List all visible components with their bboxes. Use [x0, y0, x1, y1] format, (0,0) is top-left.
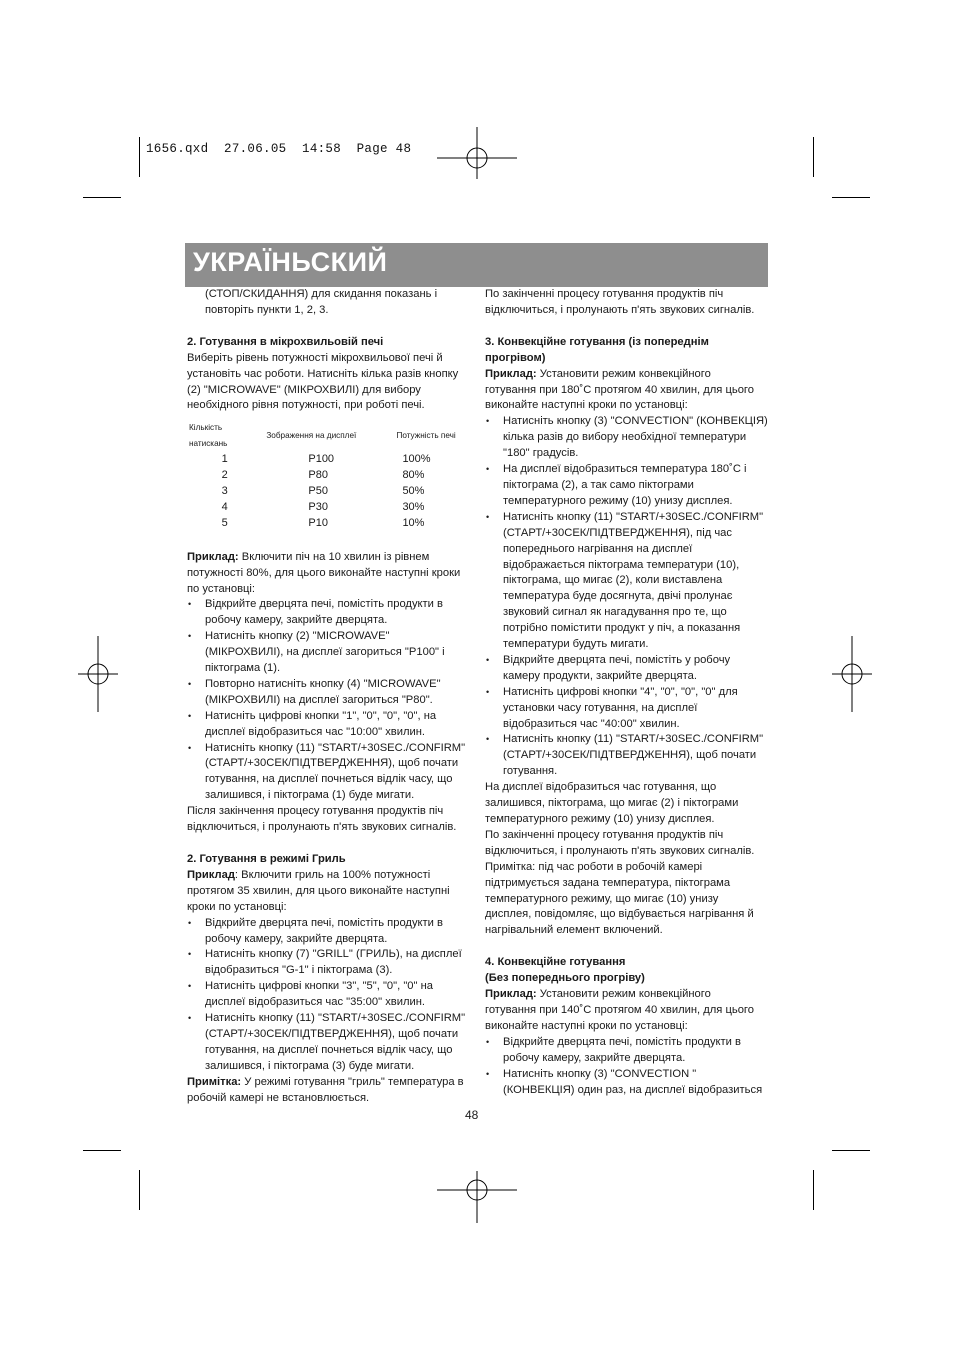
text-line: залишився, піктограма, що мигає (2) і піктограми [485, 797, 739, 810]
table-header-row [189, 420, 469, 452]
power-level-table [189, 420, 469, 531]
text-line [187, 1075, 469, 1091]
text-line: Примітка: під час роботи в робочій камері [485, 860, 703, 873]
text-line [187, 868, 469, 884]
example-label: Приклад: [485, 367, 537, 380]
banner-title: УКРАЇНЬСКИЙ [193, 247, 388, 277]
example-convection-no-preheat [485, 987, 769, 1098]
text-line [187, 550, 469, 566]
list-item: • Натисніть цифрові кнопки "4", "0", "0", "0" для установки часу готування, на дисплеї відобразиться час "40:00" хвилин. [485, 685, 769, 733]
example-label: Приклад: [485, 988, 537, 1001]
list-item: • Відкрийте дверцята печі, помістіть продукти в робочу камеру, закрийте дверцята. [187, 916, 469, 948]
crop-mark-bottom-right-h [832, 1150, 870, 1151]
text-line: температурного режиму (10) унизу дисплея. [485, 813, 715, 825]
steps-list [485, 1035, 769, 1099]
text-line: кроки по установці: [187, 900, 287, 913]
steps-list [485, 414, 769, 780]
text-line: (2) "MICROWAVE" (МІКРОХВИЛІ) для вибору [187, 383, 421, 396]
text-line: готування при 140˚С протягом 40 хвилин, для цього [485, 1003, 754, 1016]
steps-list [187, 916, 469, 1075]
table-row [189, 500, 469, 516]
table-row [189, 516, 469, 532]
note-label: Примітка: [187, 1075, 242, 1088]
text-line: нагрівальний елемент включений. [485, 924, 663, 937]
text-line: Виберіть рівень потужності мікрохвильової печі й [187, 351, 443, 364]
table-cell: 4 [221, 500, 228, 513]
table-cell: 2 [221, 469, 228, 482]
text-line: На дисплеї відобразиться час готування, що [485, 781, 717, 794]
text-line: дисплея, повідомляє, що відбувається нагрівання й [485, 908, 754, 921]
text-line: виконайте наступні кроки по установці: [485, 1019, 688, 1032]
table-cell: 3 [221, 484, 228, 497]
text-line: протягом 35 хвилин, для цього виконайте наступні [187, 884, 450, 897]
text-line [485, 367, 769, 383]
list-item: • Натисніть цифрові кнопки "3", "5", "0", "0" на дисплеї відобразиться час "35:00" хвилин. [187, 979, 469, 1011]
page-number: 48 [465, 1108, 479, 1122]
list-item: • Натисніть цифрові кнопки "1", "0", "0", "0", на дисплеї відобразиться час "10:00" хвилин. [187, 709, 469, 741]
example-label: Приклад: [187, 550, 239, 563]
section-heading-convection-preheat: 3. Конвекційне готування (із попереднім прогрівом) [485, 335, 709, 364]
list-item: • Натисніть кнопку (3) "CONVECTION " (КОНВЕКЦІЯ) один раз, на дисплеї відобразиться [485, 1067, 769, 1099]
list-item: • Натисніть кнопку (11) "START/+30SEC./CONFIRM" (СТАРТ/+30СЕК/ПІДТВЕРДЖЕННЯ), щоб почати готування, на дисплеї почнеться відлік часу, що залишився, і піктограма (3) буде мигати. [187, 1011, 469, 1075]
text-line: Після закінчення процесу готування продуктів піч [187, 805, 444, 818]
text-line: робочій камері не встановлюється. [187, 1091, 370, 1104]
registration-mark-top-icon [437, 127, 517, 179]
file-slug: 1656.qxd 27.06.05 14:58 Page 48 [146, 142, 412, 156]
text-line: По закінченні процесу готування продуктів піч [485, 828, 724, 841]
text-line: відключиться, і пролунають п'ять звукових сигналів. [485, 844, 755, 857]
crop-mark-bottom-right-v [813, 1170, 814, 1210]
registration-mark-right-icon [832, 636, 872, 712]
table-cell: 5 [221, 516, 228, 529]
microwave-description [187, 351, 469, 415]
text-line: по установці: [187, 582, 256, 595]
table-row [189, 452, 469, 468]
language-banner [185, 243, 768, 287]
table-row [189, 468, 469, 484]
list-item: • Натисніть кнопку (7) "GRILL" (ГРИЛЬ), на дисплеї відобразиться "G-1" і піктограма (3). [187, 947, 469, 979]
column-header-power: Потужність печі [396, 431, 456, 441]
table-cell: P50 [308, 484, 328, 497]
text-span: Включити піч на 10 хвилин із рівнем [238, 550, 430, 563]
text-span: : Включити гриль на 100% потужності [234, 868, 431, 881]
right-column [485, 287, 769, 1098]
text-line: потужності 80%, для цього виконайте наступні кроки [187, 566, 461, 579]
registration-mark-left-icon [78, 636, 118, 712]
left-column [187, 287, 469, 1107]
list-item: • Повторно натисніть кнопку (4) "MICROWAVE" (МІКРОХВИЛІ) на дисплеї загориться "P80". [187, 677, 469, 709]
table-cell: 10% [402, 516, 425, 529]
registration-mark-bottom-icon [437, 1171, 517, 1223]
text-span: Установити режим конвекційного [536, 367, 711, 380]
text-line: підтримується задана температура, піктограма [485, 876, 731, 889]
text-line: По закінченні процесу готування продуктів піч [485, 288, 724, 300]
text-span: У режимі готування "гриль" температура в [241, 1075, 464, 1088]
example-label: Приклад [187, 868, 235, 881]
intro-paragraph [187, 287, 469, 319]
crop-mark-bottom-left-v [139, 1170, 140, 1210]
text-line: виконайте наступні кроки по установці: [485, 399, 688, 412]
text-span: Установити режим конвекційного [536, 988, 711, 1001]
column-header-presses: Кількість натискань [189, 423, 228, 449]
list-item: • Натисніть кнопку (3) "CONVECTION" (КОНВЕКЦІЯ) кілька разів до вибору необхідної температури "180" градусів. [485, 414, 769, 462]
list-item: • Відкрийте дверцята печі, помістіть продукти в робочу камеру, закрийте дверцята. [187, 597, 469, 629]
example-microwave [187, 550, 469, 836]
text-line: відключиться, і пролунають п'ять звукових сигналів. [187, 821, 457, 834]
text-line: (СТОП/СКИДАННЯ) для скидання показань і [205, 288, 438, 300]
crop-mark-top-left-h [83, 197, 121, 198]
list-item: • На дисплеї відобразиться температура 180˚С і піктограма (2), а так само піктограми температурного режиму (10) унизу дисплея. [485, 462, 769, 510]
table-cell: 1 [221, 453, 228, 466]
table-cell: 80% [402, 469, 425, 482]
table-cell: 100% [402, 453, 431, 466]
example-grill [187, 868, 469, 1107]
list-item: • Натисніть кнопку (2) "MICROWAVE" (МІКРОХВИЛІ), на дисплеї загориться "P100" і піктограма (1). [187, 629, 469, 677]
text-line: необхідного рівня потужності, при роботі печі. [187, 399, 425, 412]
list-item: • Натисніть кнопку (11) "START/+30SEC./CONFIRM" (СТАРТ/+30СЕК/ПІДТВЕРДЖЕННЯ), щоб почати готування. [485, 732, 769, 780]
list-item: • Відкрийте дверцята печі, помістіть у робочу камеру продукти, закрийте дверцята. [485, 653, 769, 685]
text-line: повторіть пункти 1, 2, 3. [205, 303, 329, 316]
section-heading-convection-no-preheat: 4. Конвекційне готування (Без попереднього прогріву) [485, 956, 645, 985]
text-line: температурного режиму, що мигає (10) унизу [485, 892, 719, 905]
section-heading-microwave: 2. Готування в мікрохвильовій печі [187, 335, 384, 348]
section-heading-grill: 2. Готування в режимі Гриль [187, 853, 346, 865]
table-cell: P100 [308, 453, 335, 466]
crop-mark-top-right-h [832, 197, 870, 198]
crop-mark-top-left-v [139, 137, 140, 177]
column-header-display: Зображення на дисплеї [266, 431, 357, 441]
table-row [189, 484, 469, 500]
table-cell: P80 [308, 469, 328, 482]
text-line: установіть час роботи. Натисніть кілька разів кнопку [187, 367, 459, 380]
list-item: • Натисніть кнопку (11) "START/+30SEC./CONFIRM" (СТАРТ/+30СЕК/ПІДТВЕРДЖЕННЯ), щоб почати готування, на дисплеї почнеться відлік часу, що залишився, і піктограма (1) буде мигати. [187, 741, 469, 805]
crop-mark-bottom-left-h [83, 1150, 121, 1151]
text-line: готування при 180˚С протягом 40 хвилин, для цього [485, 383, 754, 396]
text-line: відключиться, і пролунають п'ять звукових сигналів. [485, 303, 755, 316]
steps-list [187, 597, 469, 804]
crop-mark-top-right-v [813, 137, 814, 177]
text-line [485, 987, 769, 1003]
list-item: • Натисніть кнопку (11) "START/+30SEC./CONFIRM" (СТАРТ/+30СЕК/ПІДТВЕРДЖЕННЯ), під час попереднього нагрівання на дисплеї відображається піктограма температури (10), піктограма, що мигає (2), коли виставлена температура буде досягнута, двічі пролунає звуковий сигнал як нагадування про те, що потрібно помістити продукт у піч, а показання температури будуть мигати. [485, 510, 769, 653]
table-cell: 50% [402, 484, 425, 497]
table-cell: P30 [308, 500, 328, 513]
list-item: • Відкрийте дверцята печі, помістіть продукти в робочу камеру, закрийте дверцята. [485, 1035, 769, 1067]
example-convection-preheat [485, 367, 769, 940]
table-cell: P10 [308, 516, 328, 529]
table-cell: 30% [402, 500, 425, 513]
intro-paragraph [485, 287, 769, 319]
